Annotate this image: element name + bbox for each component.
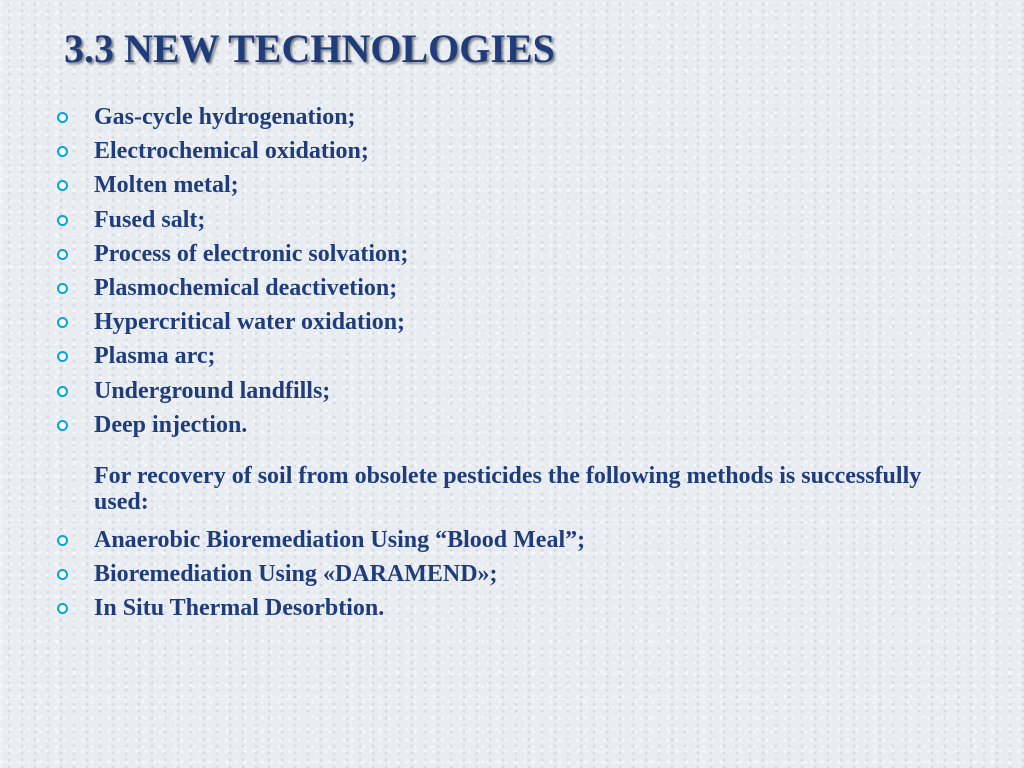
list-item bbox=[0, 271, 1024, 305]
list-item-text: Underground landfills; bbox=[94, 377, 331, 404]
bullet-icon bbox=[57, 420, 68, 431]
list-item bbox=[0, 557, 1024, 591]
list-item-text: Hypercritical water oxidation; bbox=[94, 309, 406, 336]
list-item-text: Gas-cycle hydrogenation; bbox=[94, 104, 356, 130]
list-item bbox=[0, 237, 1024, 271]
list-item bbox=[0, 168, 1024, 202]
list-item-text: Electrochemical oxidation; bbox=[94, 138, 369, 165]
bullet-icon bbox=[57, 249, 68, 260]
bullet-icon bbox=[57, 146, 68, 157]
list-item bbox=[0, 339, 1024, 373]
list-item bbox=[0, 374, 1024, 408]
slide-body bbox=[0, 100, 1024, 625]
bullet-icon bbox=[57, 215, 68, 226]
list-item bbox=[0, 100, 1024, 134]
list-item-text: Plasmochemical deactivetion; bbox=[94, 274, 398, 301]
bullet-icon bbox=[57, 112, 68, 123]
list-item-text: Deep injection. bbox=[94, 411, 248, 438]
bullet-icon bbox=[57, 386, 68, 397]
list-item-text: Process of electronic solvation; bbox=[94, 240, 409, 267]
bullet-icon bbox=[57, 603, 68, 614]
list-item bbox=[0, 134, 1024, 168]
bullet-icon bbox=[57, 351, 68, 362]
list-item-text: Plasma arc; bbox=[94, 343, 216, 370]
list-item bbox=[0, 408, 1024, 442]
list-item-text: In Situ Thermal Desorbtion. bbox=[94, 595, 385, 622]
list-item bbox=[0, 305, 1024, 339]
slide-title: 3.3 NEW TECHNOLOGIES bbox=[64, 26, 555, 71]
list-item-text: Fused salt; bbox=[94, 206, 206, 233]
list-item-text: Anaerobic Bioremediation Using “Blood Meal”; bbox=[94, 526, 586, 553]
list-item bbox=[0, 591, 1024, 625]
soil-recovery-paragraph: For recovery of soil from obsolete pesticides the following methods is successfully used: bbox=[94, 462, 922, 515]
bullet-icon bbox=[57, 569, 68, 580]
bullet-icon bbox=[57, 535, 68, 546]
list-item-text: Molten metal; bbox=[94, 172, 239, 199]
soil-methods-list bbox=[0, 523, 1024, 626]
bullet-icon bbox=[57, 317, 68, 328]
list-item-text: Bioremediation Using «DARAMEND»; bbox=[94, 561, 498, 588]
technologies-list bbox=[0, 100, 1024, 442]
list-item bbox=[0, 523, 1024, 557]
list-item bbox=[0, 203, 1024, 237]
bullet-icon bbox=[57, 180, 68, 191]
bullet-icon bbox=[57, 283, 68, 294]
